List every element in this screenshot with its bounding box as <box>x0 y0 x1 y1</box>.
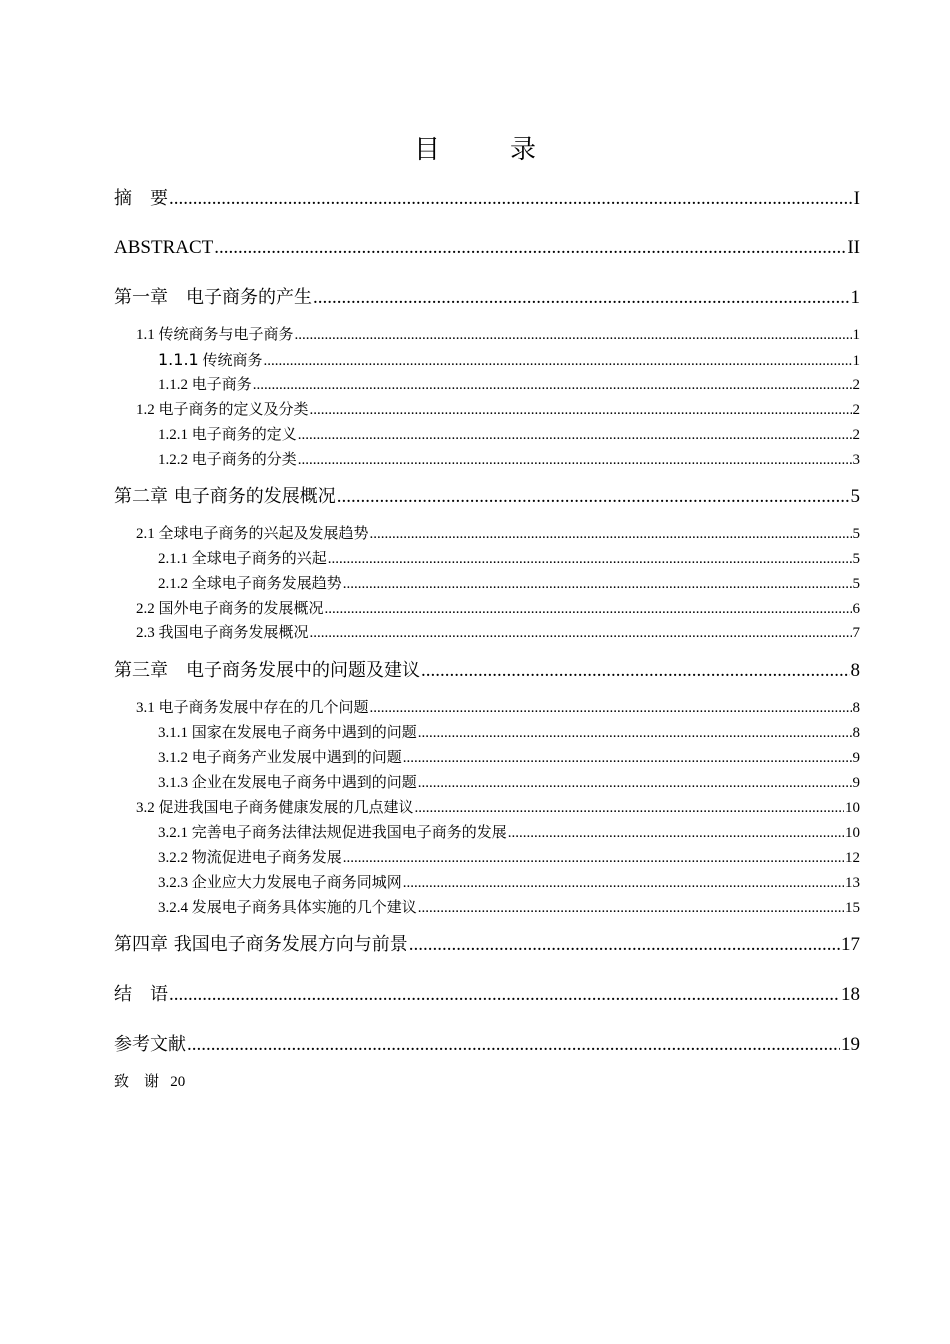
dot-leader <box>253 375 852 395</box>
toc-entry-label: 摘 要 <box>114 188 168 209</box>
dot-leader <box>418 898 844 918</box>
toc-entry-page: 1 <box>852 327 860 343</box>
dot-leader <box>263 351 851 371</box>
dot-leader <box>214 236 846 260</box>
toc-entry-page: 2 <box>852 377 860 393</box>
toc-entry-label: 第三章 电子商务发展中的问题及建议 <box>114 660 420 681</box>
toc-entry-label: 致 谢 <box>114 1074 160 1090</box>
dot-leader <box>370 524 852 544</box>
toc-entry-text: 传统商务 <box>202 353 263 369</box>
dot-leader <box>337 485 850 509</box>
toc-entry-section-1-1-2[interactable] <box>158 375 860 395</box>
toc-entry-label: 3.2.2 物流促进电子商务发展 <box>158 850 342 866</box>
toc-entry-label: 第二章 电子商务的发展概况 <box>114 486 336 507</box>
page-title: 目 录 <box>413 135 558 164</box>
toc-entry-section-3-1-3[interactable] <box>158 773 860 793</box>
dot-leader <box>169 187 853 211</box>
toc-entry-page: 2 <box>852 427 860 443</box>
toc-entry-section-2-2[interactable] <box>136 599 860 619</box>
toc-entry-chapter-4[interactable] <box>114 933 860 957</box>
toc-entry-page: 10 <box>845 800 860 816</box>
toc-entry-abstract-cn[interactable] <box>114 187 860 211</box>
toc-entry-abstract-en[interactable] <box>114 236 860 260</box>
dot-leader <box>343 848 844 868</box>
toc-entry-label: 3.2.3 企业应大力发展电子商务同城网 <box>158 875 402 891</box>
toc-entry-page: 19 <box>841 1034 860 1055</box>
toc-entry-section-2-3[interactable] <box>136 623 860 643</box>
toc-entry-acknowledgements[interactable] <box>114 1072 185 1092</box>
dot-leader <box>403 873 844 893</box>
dot-leader <box>310 623 852 643</box>
toc-entry-section-3-2[interactable] <box>136 798 860 818</box>
toc-entry-label: 参考文献 <box>114 1034 186 1055</box>
toc-entry-section-3-2-2[interactable] <box>158 848 860 868</box>
toc-entry-label <box>158 350 262 371</box>
toc-entry-label: 2.1 全球电子商务的兴起及发展趋势 <box>136 526 369 542</box>
toc-entry-page: 7 <box>852 625 860 641</box>
toc-entry-page: 12 <box>845 850 860 866</box>
toc-entry-page: I <box>853 188 860 209</box>
toc-entry-page: 8 <box>852 700 860 716</box>
toc-entry-section-1-2[interactable] <box>136 400 860 420</box>
toc-entry-label: 3.1.1 国家在发展电子商务中遇到的问题 <box>158 725 417 741</box>
toc-entry-label: ABSTRACT <box>114 237 214 258</box>
toc-entry-page: 8 <box>850 660 860 681</box>
toc-entry-section-1-1[interactable] <box>136 325 860 345</box>
toc-entry-label: 3.1.3 企业在发展电子商务中遇到的问题 <box>158 775 417 791</box>
dot-leader <box>187 1033 840 1057</box>
toc-entry-page: 20 <box>170 1074 186 1090</box>
toc-entry-label: 2.1.1 全球电子商务的兴起 <box>158 551 327 567</box>
toc-entry-page: 1 <box>850 287 860 308</box>
dot-leader <box>418 773 852 793</box>
toc-entry-page: 9 <box>852 750 860 766</box>
dot-leader <box>328 549 852 569</box>
toc-entry-chapter-2[interactable] <box>114 485 860 509</box>
toc-entry-page: 13 <box>845 875 860 891</box>
toc-entry-section-3-2-1[interactable] <box>158 823 860 843</box>
toc-entry-references[interactable] <box>114 1033 860 1057</box>
toc-entry-section-3-1-1[interactable] <box>158 723 860 743</box>
toc-entry-conclusion[interactable] <box>114 983 860 1007</box>
toc-entry-label: 2.1.2 全球电子商务发展趋势 <box>158 576 342 592</box>
toc-entry-page: 5 <box>852 551 860 567</box>
toc-entry-section-2-1-2[interactable] <box>158 574 860 594</box>
dot-leader <box>403 748 852 768</box>
toc-entry-page: 15 <box>845 900 860 916</box>
toc-entry-label: 3.1 电子商务发展中存在的几个问题 <box>136 700 369 716</box>
dot-leader <box>370 698 852 718</box>
toc-entry-page: 17 <box>841 934 860 955</box>
toc-entry-label: 2.3 我国电子商务发展概况 <box>136 625 309 641</box>
dot-leader <box>343 574 852 594</box>
toc-entry-page: 3 <box>852 452 860 468</box>
toc-entry-page: 1 <box>852 353 860 369</box>
dot-leader <box>409 933 840 957</box>
toc-entry-label: 2.2 国外电子商务的发展概况 <box>136 601 324 617</box>
toc-entry-section-3-2-4[interactable] <box>158 898 860 918</box>
toc-entry-section-1-1-1[interactable] <box>158 350 860 371</box>
toc-entry-section-2-1-1[interactable] <box>158 549 860 569</box>
toc-entry-page: II <box>847 237 860 258</box>
toc-entry-label: 第一章 电子商务的产生 <box>114 287 312 308</box>
toc-entry-label: 3.2.4 发展电子商务具体实施的几个建议 <box>158 900 417 916</box>
toc-entry-page: 10 <box>845 825 860 841</box>
toc-entry-section-3-1[interactable] <box>136 698 860 718</box>
dot-leader <box>169 983 840 1007</box>
toc-entry-chapter-3[interactable] <box>114 659 860 683</box>
dot-leader <box>295 325 852 345</box>
toc-entry-section-1-2-1[interactable] <box>158 425 860 445</box>
toc-entry-section-3-2-3[interactable] <box>158 873 860 893</box>
toc-entry-section-1-2-2[interactable] <box>158 450 860 470</box>
toc-entry-label: 3.2 促进我国电子商务健康发展的几点建议 <box>136 800 414 816</box>
dot-leader <box>298 450 852 470</box>
toc-entry-page: 5 <box>852 526 860 542</box>
toc-entry-label: 1.2.1 电子商务的定义 <box>158 427 297 443</box>
dot-leader <box>298 425 852 445</box>
toc-entry-page: 5 <box>852 576 860 592</box>
dot-leader <box>418 723 852 743</box>
toc-entry-label: 1.1 传统商务与电子商务 <box>136 327 294 343</box>
toc-entry-chapter-1[interactable] <box>114 286 860 310</box>
dot-leader <box>310 400 852 420</box>
toc-entry-label: 3.2.1 完善电子商务法律法规促进我国电子商务的发展 <box>158 825 507 841</box>
toc-entry-page: 18 <box>841 984 860 1005</box>
toc-entry-page: 9 <box>852 775 860 791</box>
toc-entry-label: 1.2 电子商务的定义及分类 <box>136 402 309 418</box>
dot-leader <box>421 659 850 683</box>
toc-entry-section-2-1[interactable] <box>136 524 860 544</box>
toc-entry-label: 第四章 我国电子商务发展方向与前景 <box>114 934 408 955</box>
toc-entry-label: 结 语 <box>114 984 168 1005</box>
toc-entry-label: 3.1.2 电子商务产业发展中遇到的问题 <box>158 750 402 766</box>
toc-entry-section-3-1-2[interactable] <box>158 748 860 768</box>
toc-entry-label: 1.2.2 电子商务的分类 <box>158 452 297 468</box>
toc-entry-page: 2 <box>852 402 860 418</box>
dot-leader <box>313 286 850 310</box>
toc-entry-page: 5 <box>850 486 860 507</box>
toc-entry-label: 1.1.2 电子商务 <box>158 377 252 393</box>
toc-entry-number: 1.1.1 <box>158 350 199 369</box>
dot-leader <box>325 599 852 619</box>
dot-leader <box>415 798 844 818</box>
dot-leader <box>508 823 844 843</box>
toc-entry-page: 6 <box>852 601 860 617</box>
toc-entry-page: 8 <box>852 725 860 741</box>
